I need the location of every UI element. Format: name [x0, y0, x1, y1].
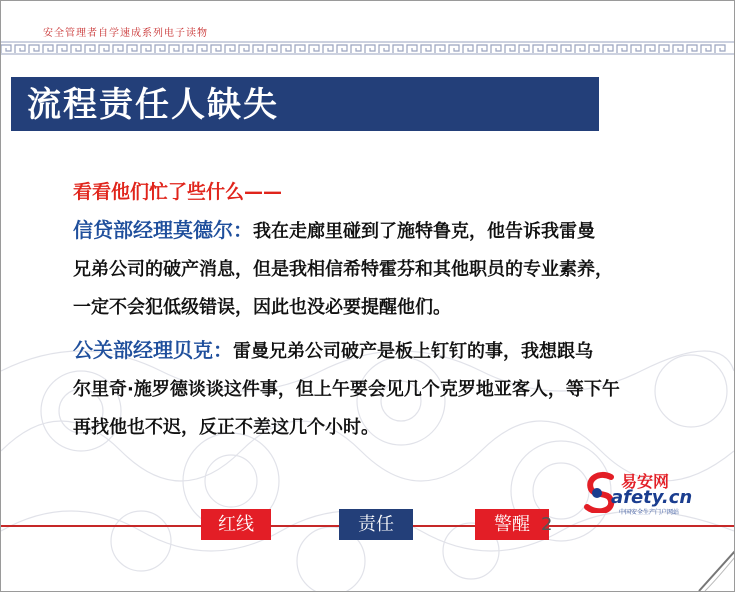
entry-2-line-1: [73, 331, 693, 371]
intro-text: 看看他们忙了些什么——: [73, 181, 283, 203]
slide-title: 流程责任人缺失: [27, 85, 279, 125]
entry-text: 我在走廊里碰到了施特鲁克，他告诉我雷曼: [253, 221, 595, 242]
meander-border: [1, 41, 734, 55]
entry-1-line-2: 兄弟公司的破产消息，但是我相信希特霍芬和其他职员的专业素养，: [73, 259, 613, 280]
page-number: 2: [541, 514, 553, 535]
entry-2-line-2: 尔里奇·施罗德谈谈这件事，但上午要会见几个克罗地亚客人，等下午: [73, 379, 620, 400]
tab-alert[interactable]: 警醒: [475, 509, 549, 540]
entry-2-line-3: 再找他也不迟，反正不差这几个小时。: [73, 417, 379, 438]
speaker-name: 公关部经理贝克：: [73, 338, 233, 362]
entry-text: 雷曼兄弟公司破产是板上钉钉的事，我想跟乌: [233, 341, 593, 362]
tab-responsibility[interactable]: 责任: [339, 509, 413, 540]
logo-tagline: 中国安全生产门户网站: [619, 509, 680, 516]
entry-1-line-1: [73, 211, 693, 251]
entry-1-line-3: 一定不会犯低级错误，因此也没必要提醒他们。: [73, 297, 451, 318]
logo-english-text: afety.cn: [611, 487, 693, 508]
logo-chinese-text: 易安网: [621, 472, 670, 491]
safety-cn-logo[interactable]: [581, 467, 693, 517]
content-body: [73, 173, 693, 447]
title-bar: [11, 77, 599, 131]
header-subtitle: 安全管理者自学速成系列电子读物: [43, 28, 208, 39]
page-curl-icon: [695, 549, 735, 591]
tab-redline[interactable]: 红线: [201, 509, 271, 540]
speaker-name: 信贷部经理莫德尔：: [73, 218, 253, 242]
